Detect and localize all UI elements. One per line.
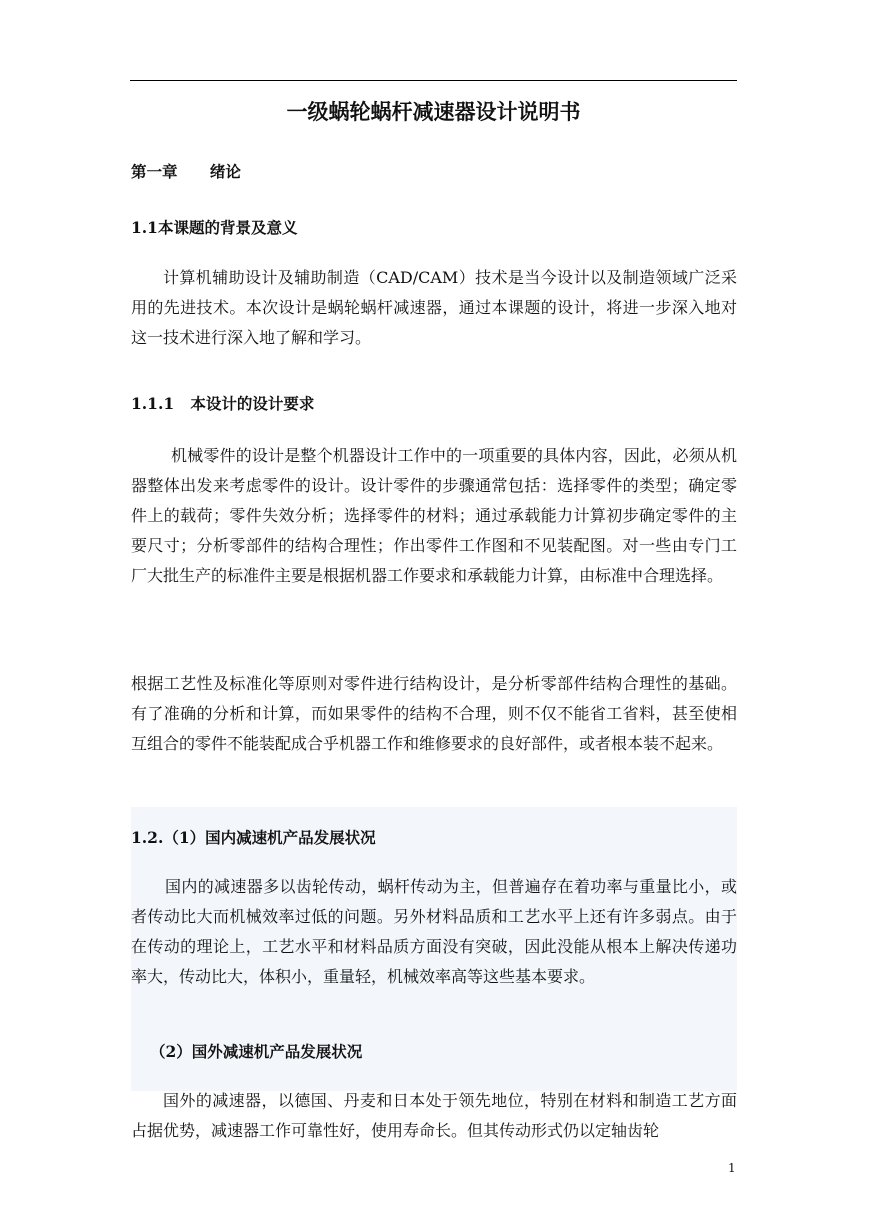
section-1-1-1-paragraph-1: 机械零件的设计是整个机器设计工作中的一项重要的具体内容，因此，必须从机器整体出发来考虑零件的设计。设计零件的步骤通常包括：选择零件的类型；确定零件上的载荷；零件失效分析；选择零件的材料；通过承载能力计算初步确定零件的主要尺寸；分析零部件的结构合理性；作出零件工作图和不见装配图。对一些由专门工厂大批生产的标准件主要是根据机器工作要求和承载能力计算，由标准中合理选择。 xyxy=(131,446,737,585)
section-1-2-heading: 1.2.（1）国内减速机产品发展状况 xyxy=(131,828,376,847)
section-2-paragraph: 国外的减速器，以德国、丹麦和日本处于领先地位，特别在材料和制造工艺方面占据优势，减速器工作可靠性好，使用寿命长。但其传动形式仍以定轴齿轮 xyxy=(131,1091,737,1140)
section-1-2-paragraph: 国内的减速器多以齿轮传动，蜗杆传动为主，但普遍存在着功率与重量比小，或者传动比大而机械效率过低的问题。另外材料品质和工艺水平上还有许多弱点。由于在传动的理论上，工艺水平和材料品质方面没有突破，因此没能从根本上解决传递功率大，传动比大，体积小，重量轻，机械效率高等这些基本要求。 xyxy=(131,877,737,986)
section-1-1-1-heading: 1.1.1 本设计的设计要求 xyxy=(131,394,315,413)
page-number: 1 xyxy=(728,1161,736,1175)
document-title: 一级蜗轮蜗杆减速器设计说明书 xyxy=(286,99,581,124)
section-1-1-1-paragraph-2: 根据工艺性及标准化等原则对零件进行结构设计，是分析零部件结构合理性的基础。有了准确的分析和计算，而如果零件的结构不合理，则不仅不能省工省料，甚至使相互组合的零件不能装配成合乎机器工作和维修要求的良好部件，或者根本装不起来。 xyxy=(131,674,737,753)
chapter-heading: 第一章 绪论 xyxy=(131,162,241,181)
header-rule xyxy=(130,80,737,81)
section-1-1-heading: 1.1本课题的背景及意义 xyxy=(131,218,298,237)
section-2-heading: （2）国外减速机产品发展状况 xyxy=(150,1042,363,1061)
section-1-1-paragraph: 计算机辅助设计及辅助制造（CAD/CAM）技术是当今设计以及制造领域广泛采用的先进技术。本次设计是蜗轮蜗杆减速器，通过本课题的设计，将进一步深入地对这一技术进行深入地了解和学习。 xyxy=(131,268,737,347)
